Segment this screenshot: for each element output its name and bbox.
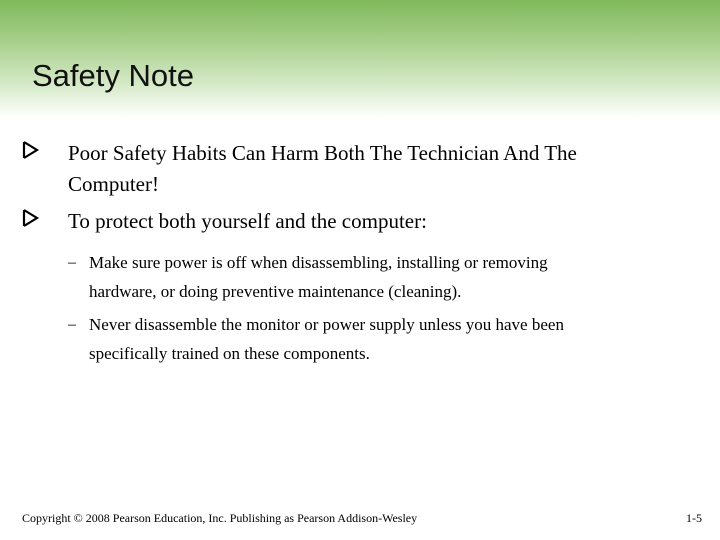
bullet-line: Poor Safety Habits Can Harm Both The Technician And The	[68, 141, 577, 165]
dash-marker: –	[68, 316, 76, 333]
slide-title: Safety Note	[32, 58, 194, 93]
footer-copyright: Copyright © 2008 Pearson Education, Inc. Publishing as Pearson Addison-Wesley	[22, 511, 418, 525]
sub-bullet-line: Never disassemble the monitor or power supply unless you have been	[89, 315, 564, 334]
arrowhead-bullet-icon	[22, 139, 40, 161]
bullet-text	[68, 138, 698, 200]
footer-page-number: 1-5	[686, 511, 702, 525]
dash-marker: –	[68, 254, 76, 271]
sub-bullet-text	[89, 310, 659, 368]
arrowhead-bullet-icon	[22, 207, 40, 229]
sub-bullet-line: Make sure power is off when disassembling, installing or removing	[89, 253, 548, 272]
bullet-line: Computer!	[68, 172, 159, 196]
sub-bullet-line: specifically trained on these components.	[89, 344, 370, 363]
bullet-text	[68, 206, 698, 237]
sub-bullet-line: hardware, or doing preventive maintenance (cleaning).	[89, 282, 462, 301]
bullet-line: To protect both yourself and the computer:	[68, 209, 427, 233]
sub-bullet-text	[89, 248, 659, 306]
